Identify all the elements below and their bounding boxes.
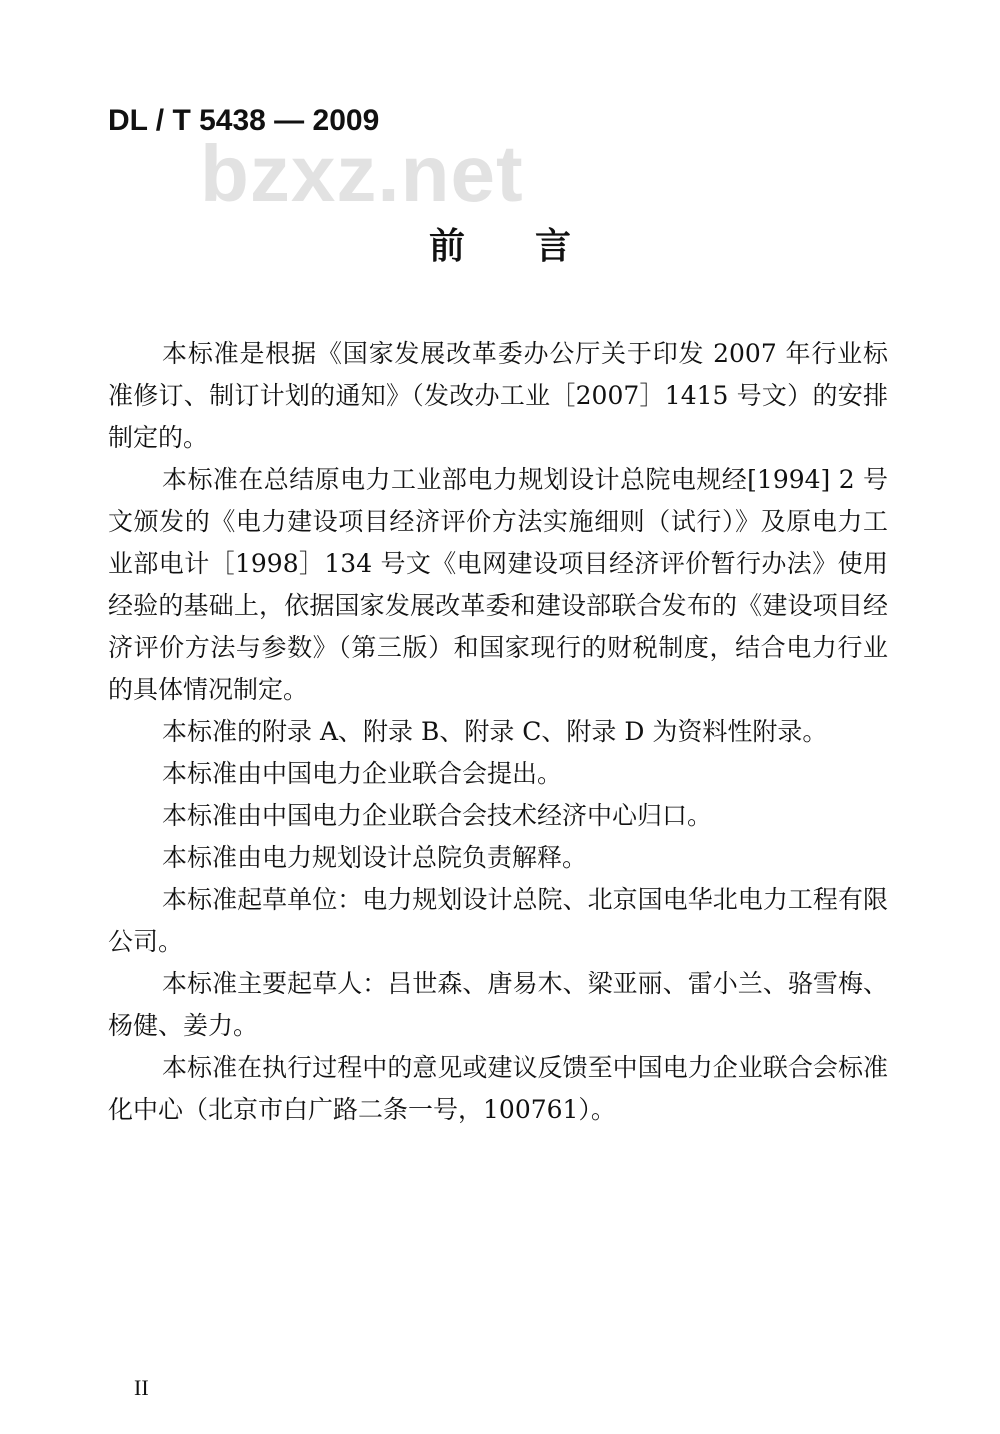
paragraph-drafting-units: 本标准起草单位：电力规划设计总院、北京国电华北电力工程有限公司。 <box>108 885 888 956</box>
paragraph-administrator: 本标准由中国电力企业联合会技术经济中心归口。 <box>162 801 713 830</box>
paragraph-interpreter: 本标准由电力规划设计总院负责解释。 <box>162 843 588 872</box>
paragraph-appendices: 本标准的附录 A、附录 B、附录 C、附录 D 为资料性附录。 <box>162 717 828 746</box>
paragraph-background: 本标准在总结原电力工业部电力规划设计总院电规经[1994] 2 号文颁发的《电力建设项目经济评价方法实施细则（试行）》及原电力工业部电计［1998］134 号文《电网建设项目经济评价暂行办法》使用经验的基础上，依据国家发展改革委和建设部联合发布的《建设项目经济评价方法与参数》（第三版）和国家现行的财税制度，结合电力行业的具体情况制定。 <box>108 465 888 704</box>
paragraph-basis: 本标准是根据《国家发展改革委办公厅关于印发 2007 年行业标准修订、制订计划的通知》（发改办工业［2007］1415 号文）的安排制定的。 <box>108 339 888 452</box>
foreword-body <box>108 333 888 1131</box>
paragraph-feedback: 本标准在执行过程中的意见或建议反馈至中国电力企业联合会标准化中心（北京市白广路二条一号，100761）。 <box>108 1053 888 1124</box>
paragraph-proposer: 本标准由中国电力企业联合会提出。 <box>162 759 563 788</box>
standard-code: DL / T 5438 — 2009 <box>108 104 380 137</box>
watermark: bzxz.net <box>200 129 524 218</box>
page-number: II <box>134 1375 149 1400</box>
paragraph-drafters: 本标准主要起草人：吕世森、唐易木、梁亚丽、雷小兰、骆雪梅、杨健、姜力。 <box>108 969 888 1040</box>
page-title: 前言 <box>428 226 641 267</box>
